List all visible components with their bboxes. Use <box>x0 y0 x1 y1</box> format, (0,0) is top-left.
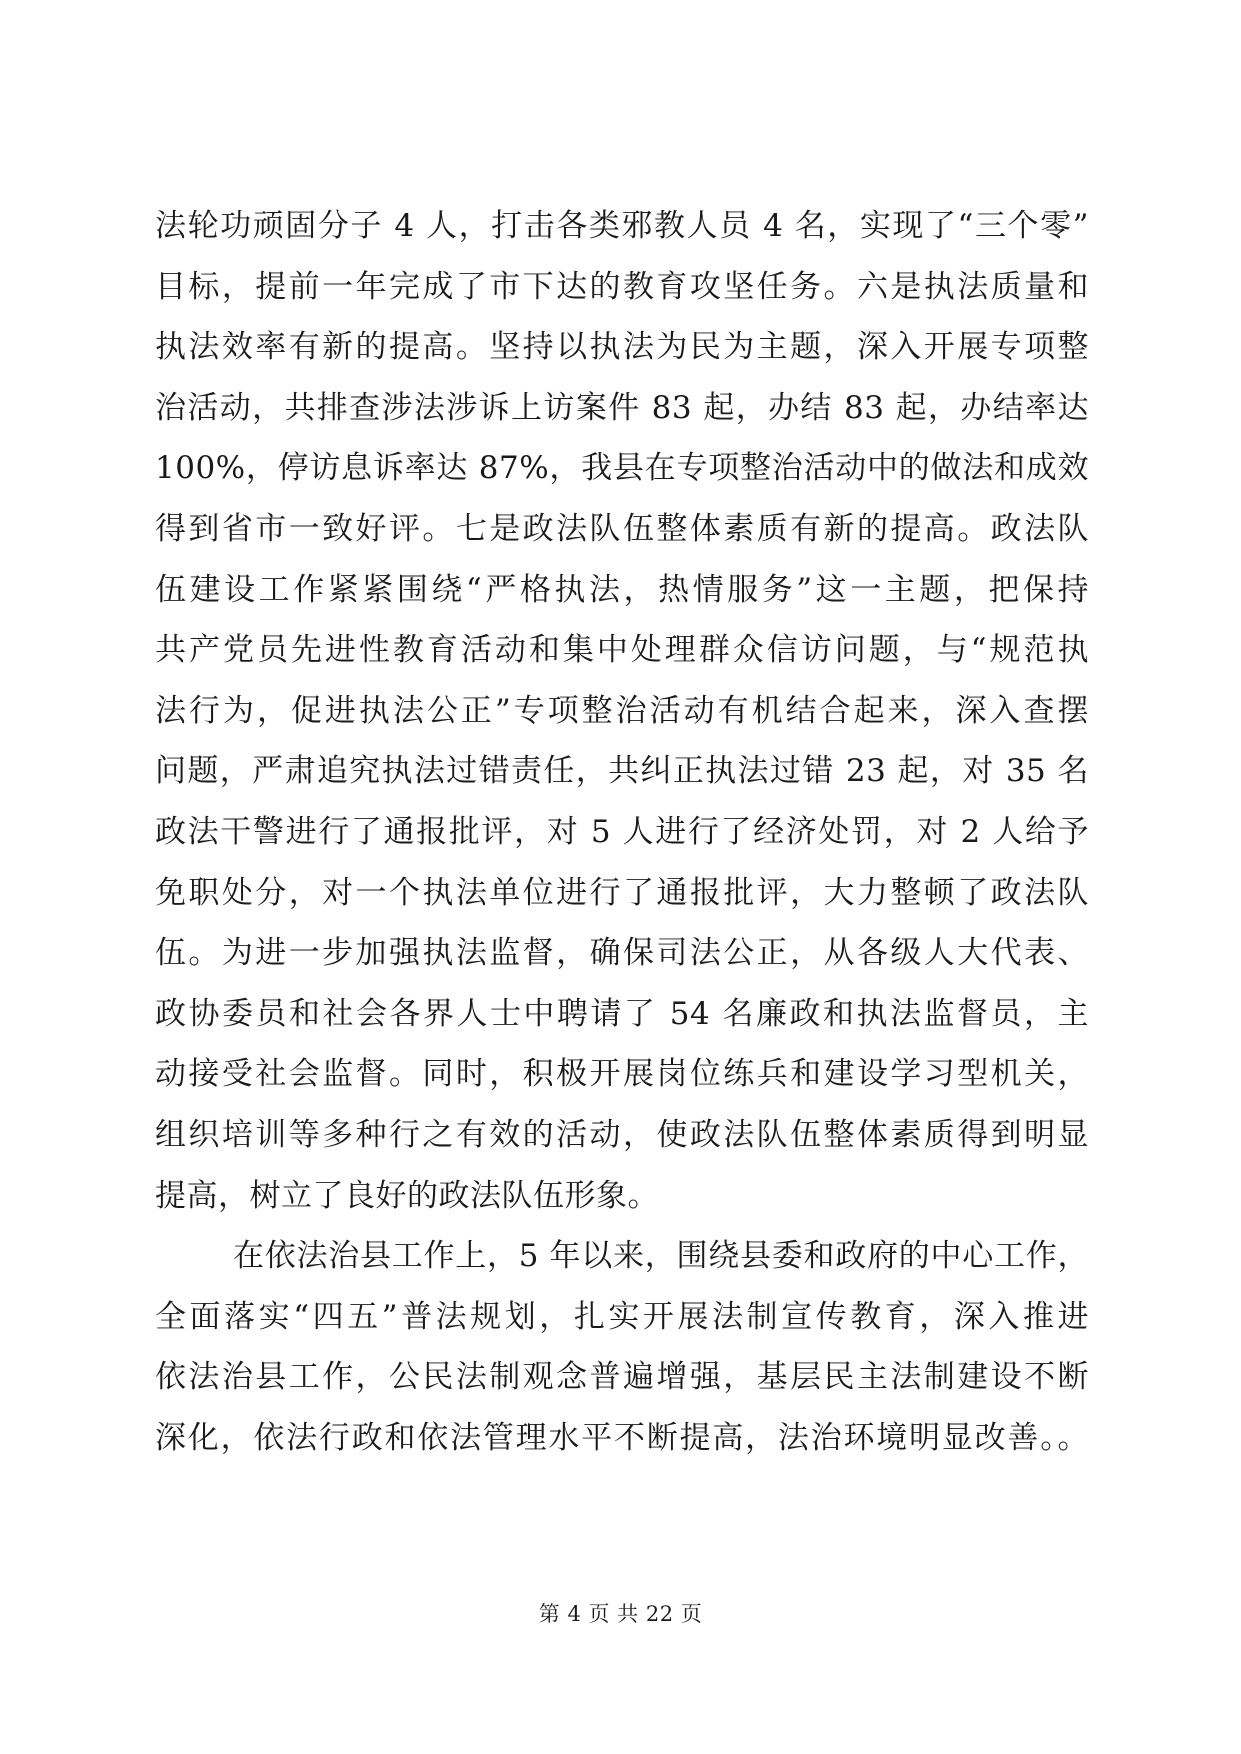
text-line: 政协委员和社会各界人士中聘请了 54 名廉政和执法监督员，主 <box>155 995 1089 1032</box>
text-line: 提高，树立了良好的政法队伍形象。 <box>155 1177 659 1214</box>
text-line: 组织培训等多种行之有效的活动，使政法队伍整体素质得到明显 <box>155 1116 1089 1153</box>
text-line: 深化，依法行政和依法管理水平不断提高，法治环境明显改善。。 <box>155 1419 1089 1456</box>
text-line: 100%，停访息诉率达 87%，我县在专项整治活动中的做法和成效 <box>155 450 1089 487</box>
text-line: 得到省市一致好评。七是政法队伍整体素质有新的提高。政法队 <box>155 510 1089 547</box>
text-line: 法轮功顽固分子 4 人，打击各类邪教人员 4 名，实现了“三个零” <box>155 208 1089 244</box>
text-line: 政法干警进行了通报批评，对 5 人进行了经济处罚，对 2 人给予 <box>155 813 1089 850</box>
text-line: 在依法治县工作上，5 年以来，围绕县委和政府的中心工作， <box>233 1238 1089 1275</box>
text-line: 法行为，促进执法公正”专项整治活动有机结合起来，深入查摆 <box>155 692 1089 729</box>
text-line: 问题，严肃追究执法过错责任，共纠正执法过错 23 起，对 35 名 <box>155 753 1089 790</box>
text-line: 全面落实“四五”普法规划，扎实开展法制宣传教育，深入推进 <box>155 1298 1089 1335</box>
paragraph-2 <box>155 1226 1089 1468</box>
text-line: 目标，提前一年完成了市下达的教育攻坚任务。六是执法质量和 <box>155 268 1089 305</box>
text-line: 执法效率有新的提高。坚持以执法为民为主题，深入开展专项整 <box>155 329 1089 366</box>
text-line: 治活动，共排查涉法涉诉上访案件 83 起，办结 83 起，办结率达 <box>155 389 1089 426</box>
page-number-footer: 第 4 页 共 22 页 <box>538 1602 703 1626</box>
paragraph-1 <box>155 196 1089 1226</box>
text-line: 依法治县工作，公民法制观念普遍增强，基层民主法制建设不断 <box>155 1359 1089 1396</box>
text-line: 共产党员先进性教育活动和集中处理群众信访问题，与“规范执 <box>155 632 1089 669</box>
text-line: 伍建设工作紧紧围绕“严格执法，热情服务”这一主题，把保持 <box>155 571 1089 608</box>
body-text <box>155 196 1089 1468</box>
text-line: 免职处分，对一个执法单位进行了通报批评，大力整顿了政法队 <box>155 874 1089 911</box>
text-line: 伍。为进一步加强执法监督，确保司法公正，从各级人大代表、 <box>155 935 1089 972</box>
text-line: 动接受社会监督。同时，积极开展岗位练兵和建设学习型机关， <box>155 1056 1089 1093</box>
